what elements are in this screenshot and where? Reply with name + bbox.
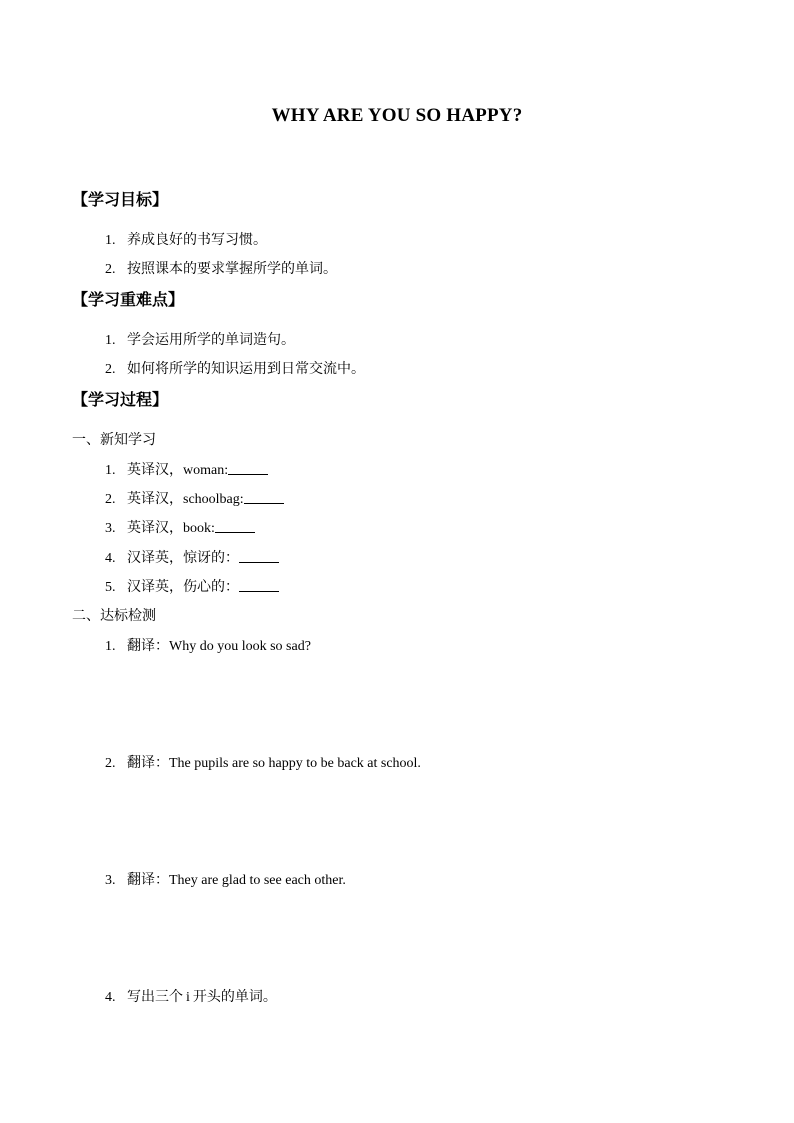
- section1-title: 一、新知学习: [72, 432, 156, 448]
- answer-blank[interactable]: [244, 490, 284, 504]
- item-number: 1.: [105, 233, 116, 248]
- vocab-item: [105, 489, 284, 510]
- item-sentence: The pupils are so happy to be back at school.: [169, 756, 421, 771]
- item-number: 3.: [105, 873, 116, 888]
- item-number: 2.: [105, 362, 116, 377]
- keypoint-item: [105, 330, 295, 351]
- item-sentence: They are glad to see each other.: [169, 873, 346, 888]
- goals-heading: 【学习目标】: [72, 190, 169, 209]
- item-number: 1.: [105, 639, 116, 654]
- item-number: 1.: [105, 333, 116, 348]
- item-text: 学会运用所学的单词造句。: [127, 332, 295, 348]
- answer-blank[interactable]: [228, 461, 268, 475]
- process-heading: 【学习过程】: [72, 390, 169, 409]
- exercise-item: [105, 753, 421, 774]
- goal-item: [105, 259, 337, 280]
- item-label: 汉译英，: [127, 550, 183, 566]
- vocab-item: [105, 518, 255, 539]
- exercise-item: [105, 870, 346, 891]
- item-text: 如何将所学的知识运用到日常交流中。: [127, 361, 365, 377]
- item-word: book:: [183, 521, 215, 536]
- vocab-item: [105, 577, 279, 598]
- item-label: 翻译：: [127, 872, 169, 888]
- item-label: 翻译：: [127, 755, 169, 771]
- section2-title: 二、达标检测: [72, 608, 156, 624]
- item-number: 4.: [105, 551, 116, 566]
- item-label: 写出三个: [127, 989, 183, 1005]
- item-label: 英译汉，: [127, 491, 183, 507]
- item-suffix: 开头的单词。: [192, 989, 277, 1005]
- item-sentence: Why do you look so sad?: [169, 639, 311, 654]
- exercise-item: [105, 987, 277, 1008]
- item-word: schoolbag:: [183, 492, 244, 507]
- item-number: 5.: [105, 580, 116, 595]
- item-letter: i: [186, 990, 190, 1005]
- item-number: 1.: [105, 463, 116, 478]
- item-word: 伤心的：: [183, 579, 239, 595]
- exercise-item: [105, 636, 311, 657]
- keypoint-item: [105, 359, 365, 380]
- vocab-item: [105, 548, 279, 569]
- item-label: 英译汉，: [127, 462, 183, 478]
- item-number: 2.: [105, 262, 116, 277]
- answer-blank[interactable]: [239, 549, 279, 563]
- page-title: WHY ARE YOU SO HAPPY?: [271, 105, 523, 126]
- goal-item: [105, 230, 267, 251]
- item-word: 惊讶的：: [183, 550, 239, 566]
- keypoints-heading: 【学习重难点】: [72, 290, 185, 309]
- vocab-item: [105, 460, 268, 481]
- answer-blank[interactable]: [239, 578, 279, 592]
- item-number: 3.: [105, 521, 116, 536]
- item-text: 按照课本的要求掌握所学的单词。: [127, 261, 337, 277]
- item-label: 汉译英，: [127, 579, 183, 595]
- item-number: 2.: [105, 492, 116, 507]
- answer-blank[interactable]: [215, 519, 255, 533]
- item-text: 养成良好的书写习惯。: [127, 232, 267, 248]
- item-word: woman:: [183, 463, 229, 478]
- item-label: 翻译：: [127, 638, 169, 654]
- item-number: 2.: [105, 756, 116, 771]
- item-label: 英译汉，: [127, 520, 183, 536]
- item-number: 4.: [105, 990, 116, 1005]
